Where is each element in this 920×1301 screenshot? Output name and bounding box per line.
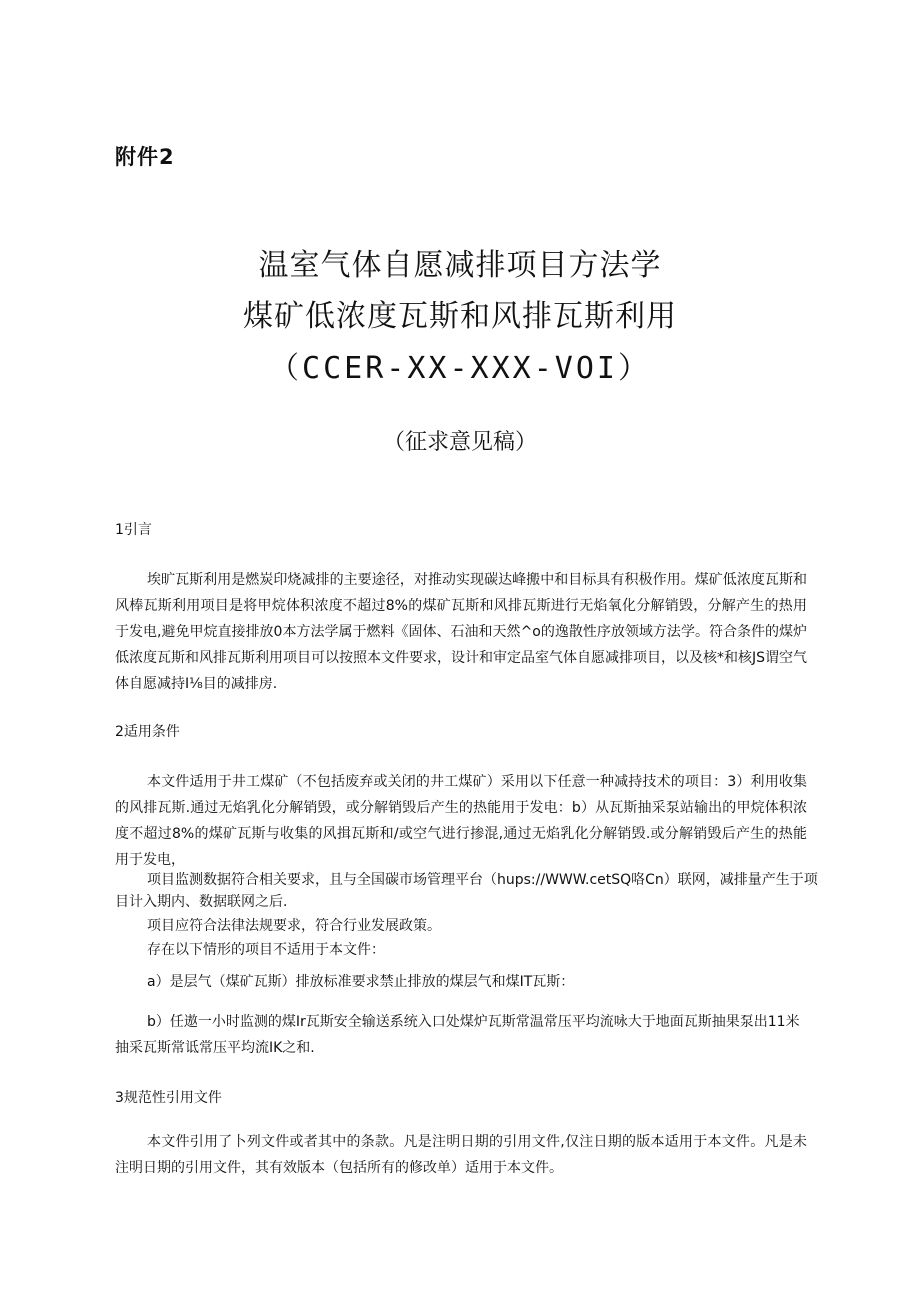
title-line-1: 温室气体自愿减排项目方法学 bbox=[258, 248, 662, 283]
section-3-paragraph: 本文件引用了卜列文件或者其中的条款。凡是注明日期的引用文件,仅注日期的版本适用于本文件。凡是未注明日期的引用文件，其有效版本（包括所有的修改单）适用于本文件。 bbox=[115, 1134, 807, 1176]
section-1-heading: 1引言 bbox=[115, 522, 152, 538]
section-2-monitor-line: 项目监测数据符合相关要求，且与全国碳市场管理平台（hups://WWW.cetSQ咯Cn）联网，减排量产生于项 bbox=[147, 872, 818, 888]
section-2-law-line: 项目应符合法律法规要求，符合行业发展政策。 bbox=[147, 918, 441, 934]
section-2-exclude-line: 存在以下情形的项目不适用于本文件： bbox=[147, 942, 385, 958]
section-2-heading: 2适用条件 bbox=[115, 724, 180, 740]
title-line-2: 煤矿低浓度瓦斯和风排瓦斯利用 bbox=[243, 299, 677, 334]
section-2-item-a: a）是层气（煤矿瓦斯）排放标准要求禁止排放的煤层气和煤IT瓦斯： bbox=[147, 974, 575, 990]
attachment-label: 附件2 bbox=[115, 145, 175, 169]
section-2-paragraph: 本文件适用于井工煤矿（不包括废弃或关闭的井工煤矿）采用以下任意一种减持技术的项目：3）利用收集的风排瓦斯.通过无焰乳化分解销毁，或分解销毁后产生的热能用于发电：b）从瓦斯抽采泵站输出的甲烷体积浓度不超过8%的煤矿瓦斯与收集的风揖瓦斯和/或空气进行掺混,通过无焰乳化分解销毁.或分解销毁后产生的热能用于发电， bbox=[115, 774, 807, 868]
title-line-3: （CCER-XX-XXX-VOI） bbox=[269, 351, 651, 386]
subtitle: （征求意见稿） bbox=[382, 430, 537, 455]
section-1-paragraph: 埃旷瓦斯利用是燃炭印烧减排的主要途径，对推动实现碳达峰搬中和目标具有积极作用。煤矿低浓度瓦斯和风棒瓦斯利用项目是将甲烷体积浓度不超过8%的煤矿瓦斯和风排瓦斯进行无焰氧化分解销毁，分解产生的热用于发电,避免甲烷直接排放0本方法学属于燃料《固体、石油和天然^o的逸散性序放领域方法学。符合条件的煤炉低浓度瓦斯和风排瓦斯利用项目可以按照本文件要求，设计和审定品室气体自愿减排项目，以及核*和核JS谓空气体自愿减持I⅛目的减排房. bbox=[115, 572, 808, 692]
section-2-item-b: b）任遨一小时监测的煤Ir瓦斯安全输送系统入口处煤炉瓦斯常温常压平均流咏大于地面瓦斯抽果泵出11米抽采瓦斯常诋常压平均流IK之和. bbox=[115, 1014, 800, 1056]
section-3-heading: 3规范性引用文件 bbox=[115, 1090, 222, 1106]
section-2-monitor-line-cont: 目计入期内、数据联网之后. bbox=[115, 894, 288, 910]
